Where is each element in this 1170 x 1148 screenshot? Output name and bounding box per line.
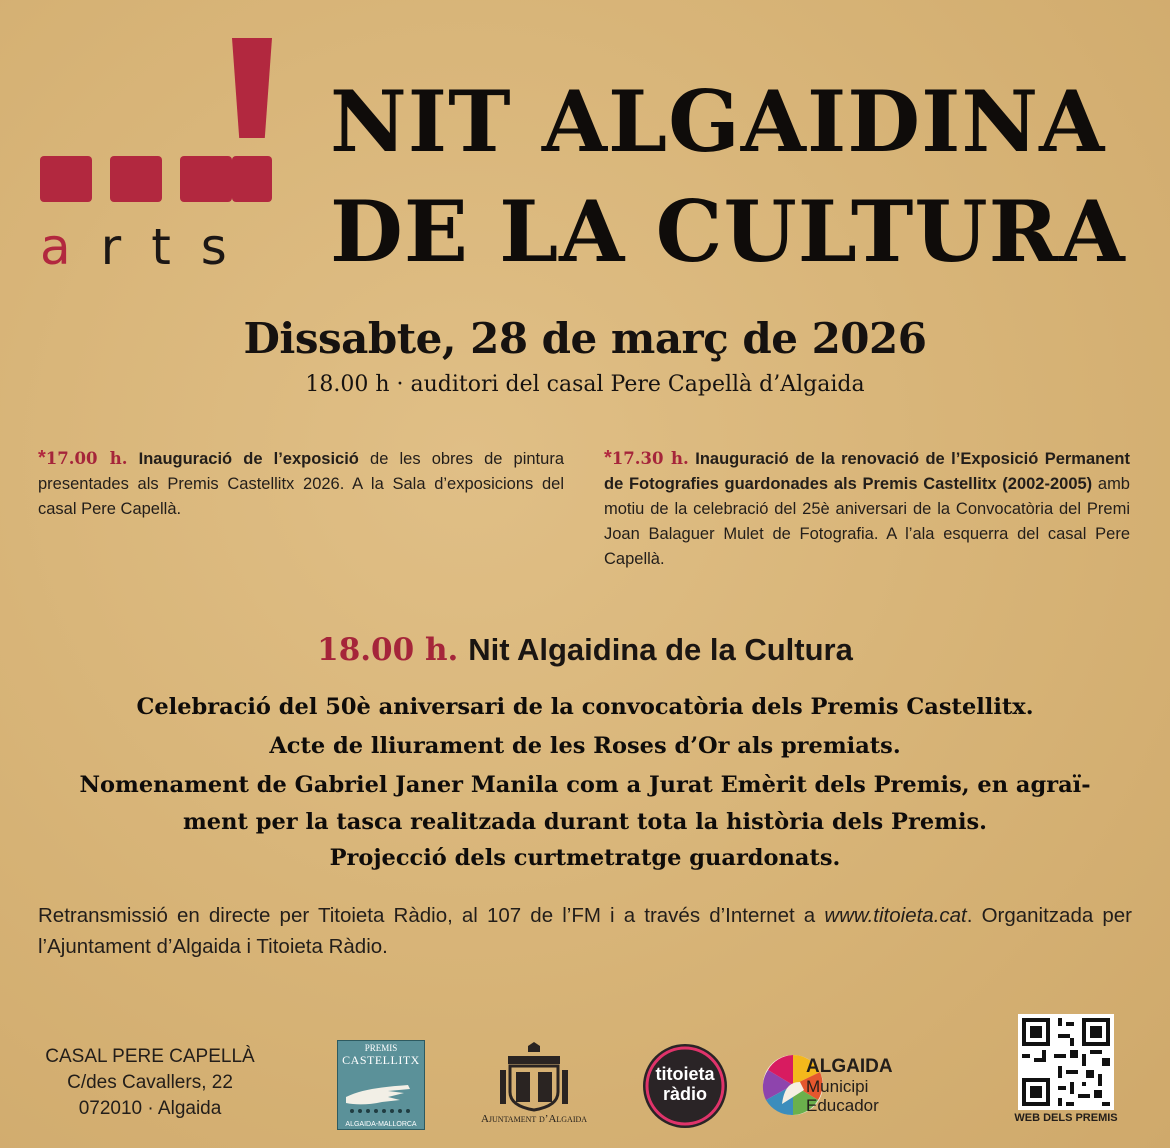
main-line-5: Projecció dels curtmetratge guardonats. xyxy=(329,845,841,871)
main-event-heading: 18.00 h. Nit Algaidina de la Cultura xyxy=(317,632,853,668)
website-link[interactable]: www.titoieta.cat xyxy=(824,904,967,927)
event-place: 18.00 h · auditori del casal Pere Capellà d’Algaida xyxy=(305,372,865,397)
qr-label: WEB DELS PREMIS xyxy=(1014,1112,1118,1124)
logo-dot-1 xyxy=(40,156,92,202)
titoieta-radio-logo: titoieta ràdio xyxy=(643,1044,727,1128)
municipi-educador-label: Municipi Educador xyxy=(806,1077,879,1115)
event-date: Dissabte, 28 de març de 2026 xyxy=(243,314,927,363)
event-left: *17.00 h. Inauguració de l’exposició de les obres de pintura presentades als Premis Castellitx 2026. A la Sala d’exposicions del casal Pere Capellà. xyxy=(38,447,564,518)
title-line-2: DE LA CULTURA xyxy=(330,182,1126,281)
logo-wordmark: arts xyxy=(40,218,257,276)
logo-exclamation-dot xyxy=(232,156,272,202)
main-line-3: Nomenament de Gabriel Janer Manila com a Jurat Emèrit dels Premis, en agraï- xyxy=(79,772,1091,798)
broadcast-note: Retransmissió en directe per Titoieta Ràdio, al 107 de l’FM i a través d’Internet a www.titoieta.cat. Organitzada per l’Ajuntament d’Algaida i Titoieta Ràdio. xyxy=(38,904,1132,958)
main-line-1: Celebració del 50è aniversari de la convocatòria dels Premis Castellitx. xyxy=(136,694,1034,720)
venue-address: CASAL PERE CAPELLÀ C/des Cavallers, 22 072010 · Algaida xyxy=(45,1046,255,1119)
title-line-1: NIT ALGAIDINA xyxy=(330,72,1106,171)
logo-dot-3 xyxy=(180,156,232,202)
main-line-4: ment per la tasca realitzada durant tota la història dels Premis. xyxy=(183,809,987,835)
qr-code[interactable] xyxy=(1018,1014,1114,1110)
main-line-2: Acte de lliurament de les Roses d’Or als premiats. xyxy=(269,733,901,759)
ajuntament-label: Ajuntament d’Algaida xyxy=(480,1113,588,1125)
qr-code-icon xyxy=(1018,1014,1114,1110)
logo-dot-2 xyxy=(110,156,162,202)
coat-of-arms-icon xyxy=(498,1042,570,1112)
hand-icon xyxy=(338,1069,424,1119)
premis-castellitx-logo: PREMIS CASTELLITX ALGAIDA-MALLORCA xyxy=(337,1040,425,1130)
asterisk-icon: * xyxy=(38,447,46,469)
logo-exclamation-bar xyxy=(232,38,272,138)
radio-ring-icon xyxy=(643,1044,727,1128)
algaida-label: ALGAIDA xyxy=(806,1056,893,1077)
event-right: *17.30 h. Inauguració de la renovació de l’Exposició Permanent de Fotografies guardonades als Premis Castellitx (2002-2005) amb motiu de la celebració del 25è aniversari de la Convocatòria del Premi Joan Balaguer Mulet de Fotografia. A l’ala esquerra del casal Pere Capellà. xyxy=(604,447,1130,568)
asterisk-icon: * xyxy=(604,447,612,469)
